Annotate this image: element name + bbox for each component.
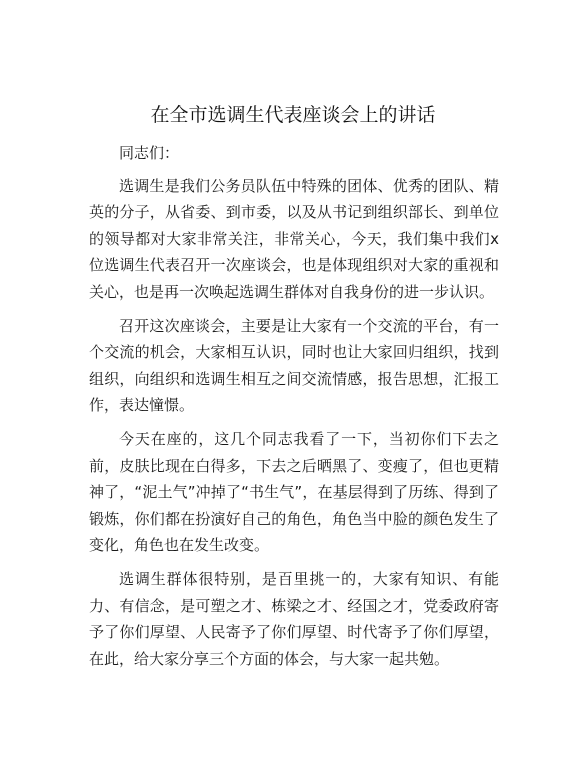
paragraph-3: 今天在座的，这几个同志我看了一下，当初你们下去之前，皮肤比现在白得多，下去之后晒黑了、变瘦了，但也更精神了，“泥土气”冲掉了“书生气”，在基层得到了历练、得到了锻炼，你们都在扮演好自己的角色，角色当中脸的颜色发生了变化，角色也在发生改变。 bbox=[89, 429, 499, 555]
paragraph-1: 选调生是我们公务员队伍中特殊的团体、优秀的团队、精英的分子，从省委、到市委，以及从书记到组织部长、到单位的领导都对大家非常关注，非常关心，今天，我们集中我们x位选调生代表召开一次座谈会，也是体现组织对大家的重视和关心，也是再一次唤起选调生群体对自我身份的进一步认识。 bbox=[89, 176, 499, 301]
paragraph-2: 召开这次座谈会，主要是让大家有一个交流的平台，有一个交流的机会，大家相互认识，同时也让大家回归组织，找到组织，向组织和选调生相互之间交流情感，报告思想，汇报工作，表达憧憬。 bbox=[89, 316, 499, 415]
document-title: 在全市选调生代表座谈会上的讲话 bbox=[150, 104, 436, 126]
document-body bbox=[89, 140, 499, 679]
salutation: 同志们： bbox=[119, 144, 180, 162]
paragraph-4: 选调生群体很特别，是百里挑一的，大家有知识、有能力、有信念，是可塑之才、栋梁之才、经国之才，党委政府寄予了你们厚望、人民寄予了你们厚望、时代寄予了你们厚望，在此，给大家分享三个方面的体会，与大家一起共勉。 bbox=[89, 569, 499, 668]
